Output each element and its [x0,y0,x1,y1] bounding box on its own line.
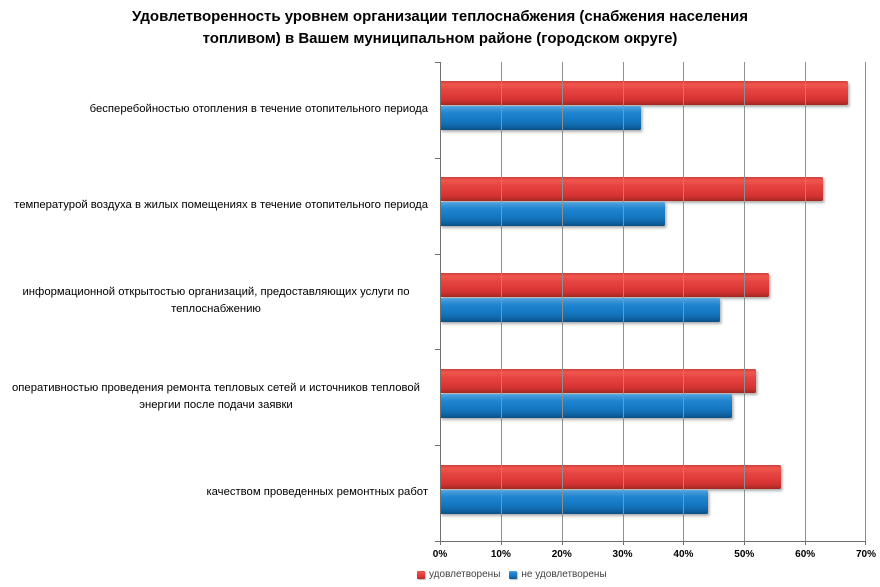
category-tickmark [435,445,440,446]
gridline [623,62,624,541]
x-axis-tickmarks [440,541,866,546]
x-axis-tickmark [865,541,866,545]
bar-rows [440,62,866,541]
category-label-row [4,62,434,158]
category-tickmark [435,349,440,350]
bar-unsatisfied [440,106,641,130]
bar-row [440,345,866,441]
x-tick-label: 70% [855,549,877,560]
gridline [562,62,563,541]
bar-row [440,441,866,537]
legend-item-satisfied [417,569,500,580]
category-label-row [4,445,434,541]
gridline [501,62,502,541]
gridline [744,62,745,541]
category-axis-labels [4,62,434,541]
category-label: оперативностью проведения ремонта тепловых сетей и источников тепловой энергии после подачи заявки [12,381,420,412]
category-label-row [4,254,434,350]
x-tick-label: 50% [734,549,755,560]
legend-swatch-unsatisfied [509,571,517,579]
bar-row [440,154,866,250]
x-tick-label: 40% [673,549,694,560]
chart-title-line2: топливом) в Вашем муниципальном районе (городском округе) [202,30,678,47]
bar-row [440,250,866,346]
x-axis-tickmark [805,541,806,545]
bar-unsatisfied [440,394,732,418]
bar-satisfied [440,273,769,297]
plot-area [440,62,866,542]
x-tick-label: 0% [432,549,448,560]
legend [417,569,607,580]
bar-row [440,58,866,154]
legend-label: удовлетворены [429,569,501,580]
bar-satisfied [440,369,756,393]
category-axis-line [440,62,441,541]
category-tickmark [435,158,440,159]
x-axis-tickmark [562,541,563,545]
category-tickmark [435,62,440,63]
x-tick-label: 30% [612,549,633,560]
category-label-row [4,349,434,445]
category-label: бесперебойностью отопления в течение отопительного периода [89,103,428,116]
x-axis-tickmark [440,541,441,545]
chart-title [0,6,880,50]
bar-satisfied [440,465,781,489]
x-axis-tickmark [623,541,624,545]
category-label: качеством проведенных ремонтных работ [206,486,428,499]
x-axis-tickmark [744,541,745,545]
x-axis-tickmark [683,541,684,545]
x-tick-label: 20% [551,549,572,560]
gridline [865,62,866,541]
x-axis-tickmark [501,541,502,545]
category-label: температурой воздуха в жилых помещениях в течение отопительного периода [14,198,428,211]
gridline [805,62,806,541]
x-tick-label: 60% [795,549,816,560]
x-tick-label: 10% [490,549,511,560]
bar-satisfied [440,177,823,201]
legend-item-unsatisfied [509,569,606,580]
bar-unsatisfied [440,298,720,322]
chart-title-line1: Удовлетворенность уровнем организации теплоснабжения (снабжения населения [132,8,748,25]
gridline [683,62,684,541]
x-axis-labels [432,549,877,563]
category-label-row [4,158,434,254]
legend-swatch-satisfied [417,571,425,579]
bar-unsatisfied [440,490,708,514]
category-label: информационной открытостью организаций, предоставляющих услуги по теплоснабжению [22,285,410,316]
bar-unsatisfied [440,202,665,226]
category-axis-tickmarks [435,62,440,542]
legend-label: не удовлетворены [521,569,607,580]
category-tickmark [435,254,440,255]
